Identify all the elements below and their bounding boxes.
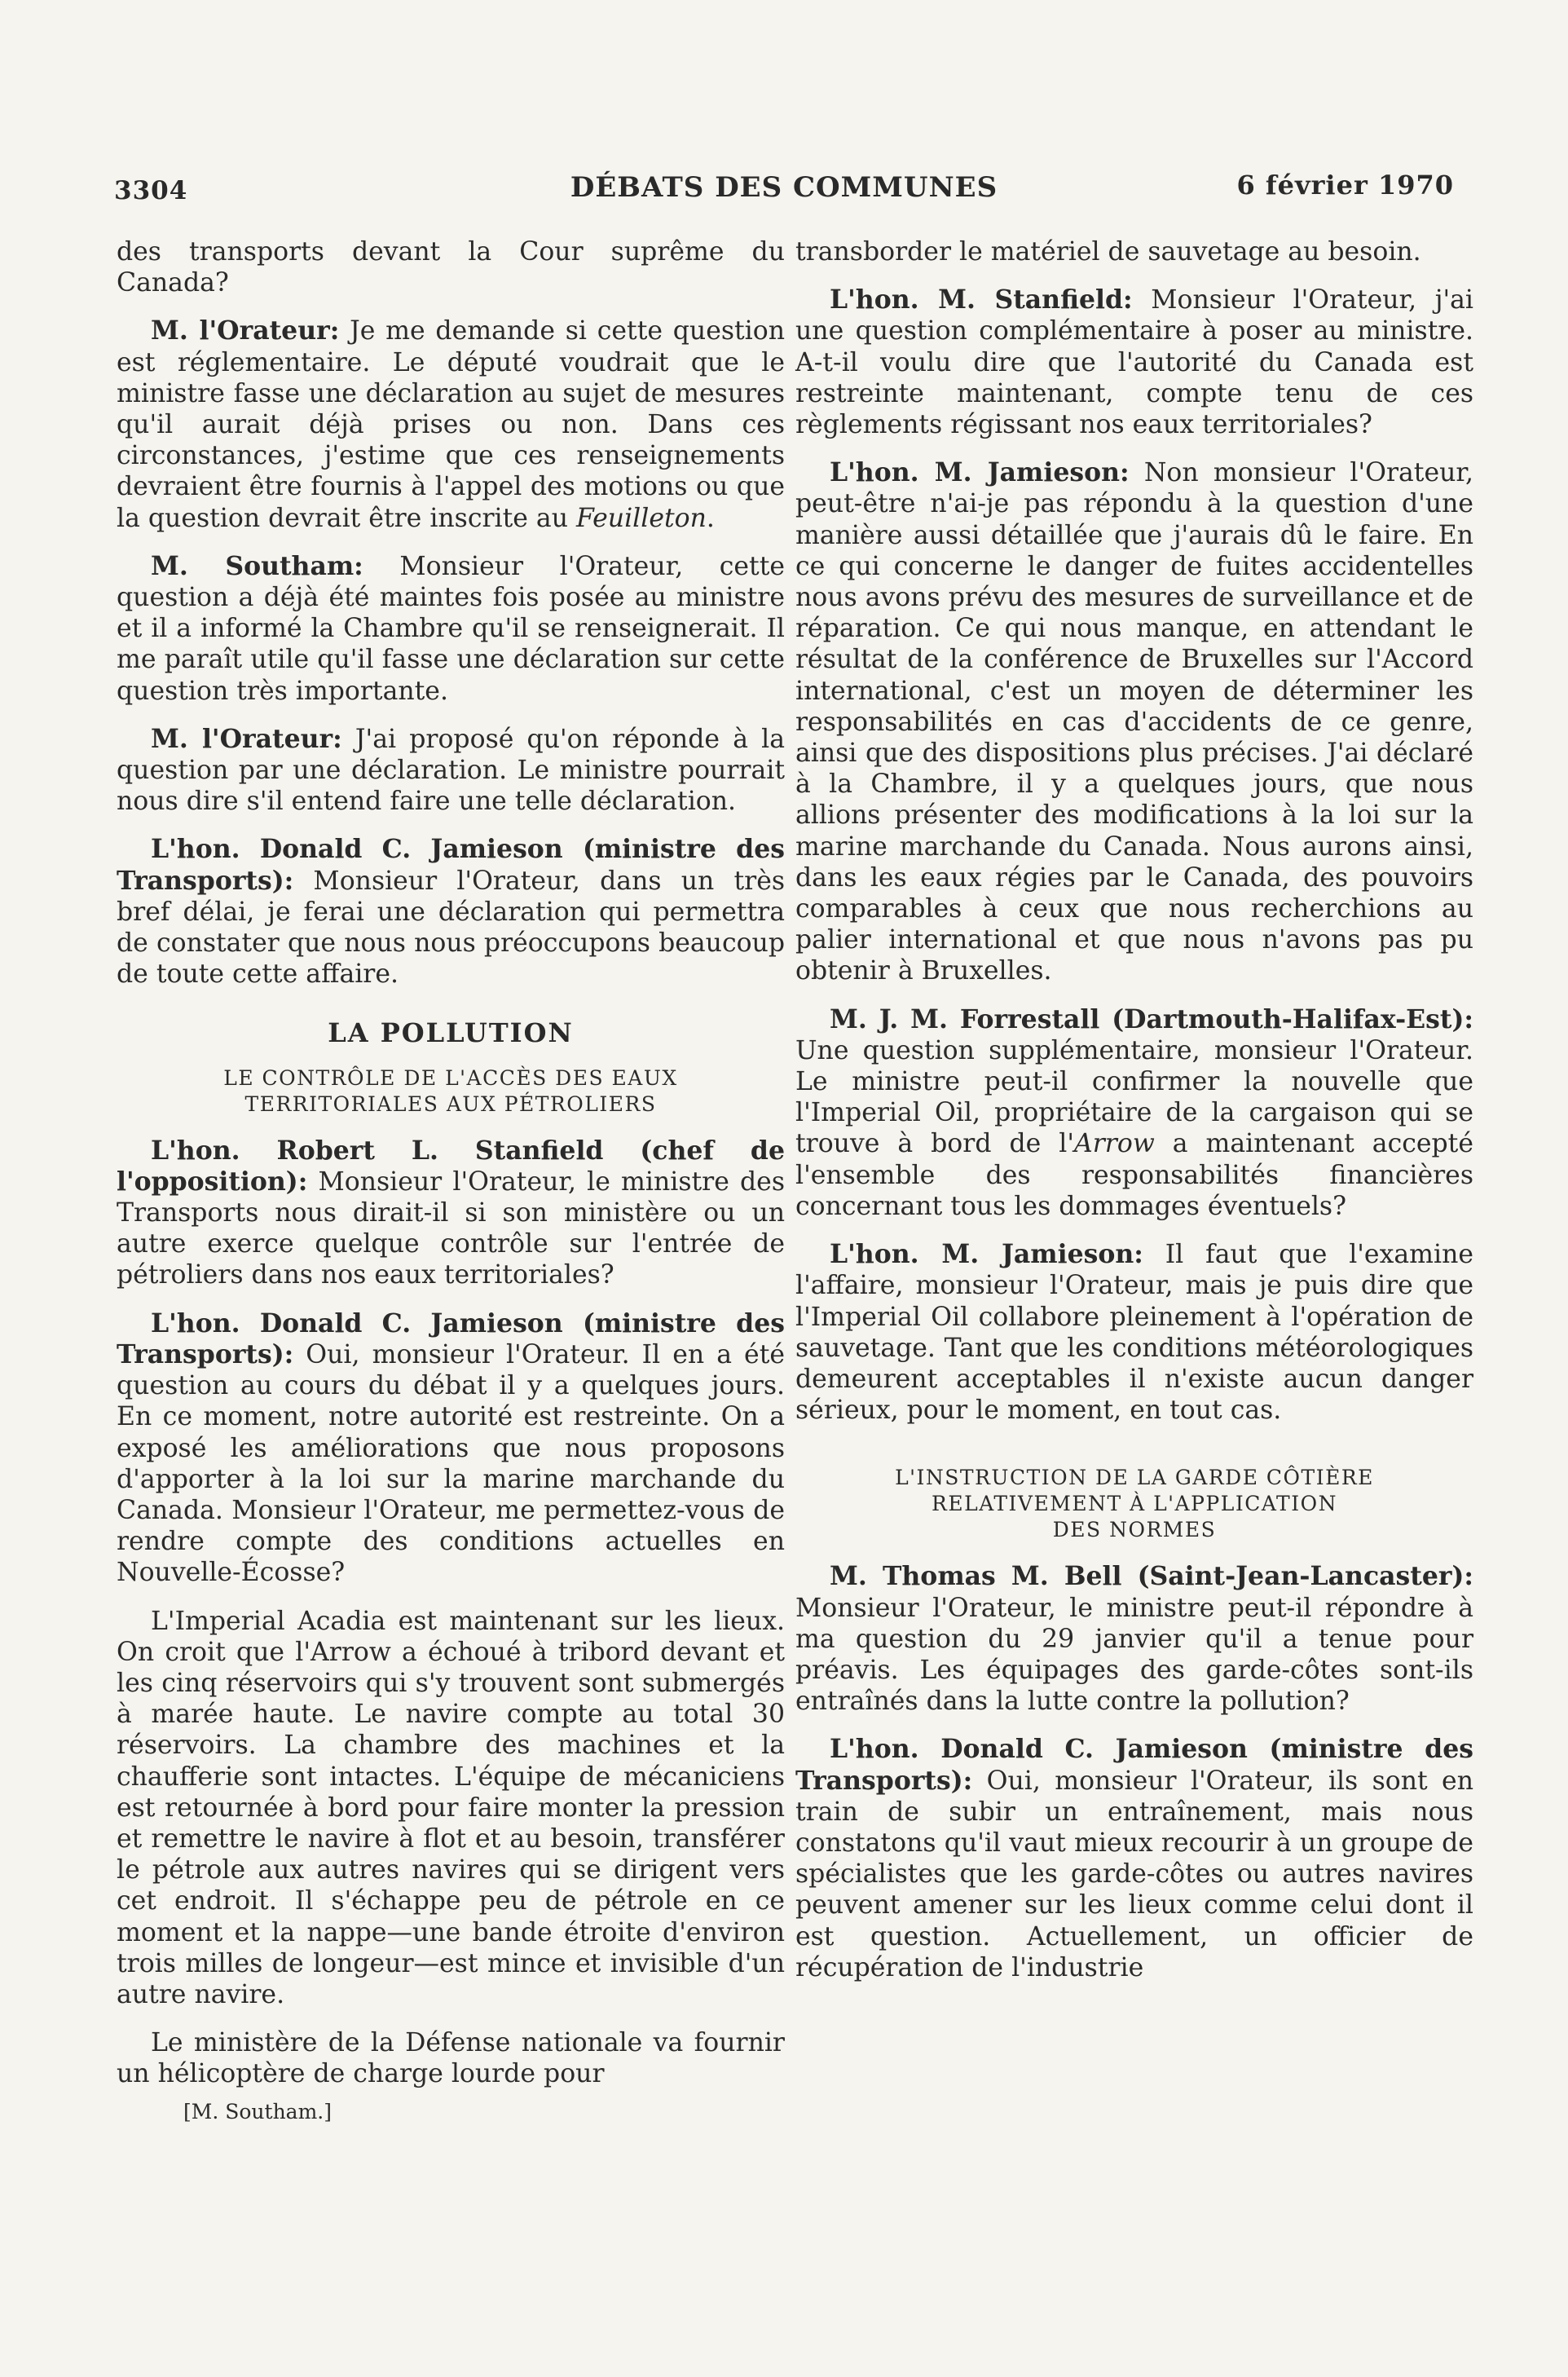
paragraph-text: Monsieur l'Orateur, le ministre des Transports nous dirait-il si son ministère ou un autre exerce quelque contrôle sur l'entrée de pétroliers dans nos eaux territoriales? bbox=[117, 1166, 785, 1290]
subsection-heading-line: TERRITORIALES AUX PÉTROLIERS bbox=[244, 1091, 657, 1116]
paragraph-text: Une question supplémentaire, monsieur l'Orateur. Le ministre peut-il confirmer la nouvelle que l'Imperial Oil, propriétaire de la cargaison qui se trouve à bord de l' bbox=[795, 1035, 1473, 1159]
paragraph bbox=[795, 1239, 1473, 1426]
speaker-name: L'hon. M. Jamieson: bbox=[830, 1239, 1143, 1270]
paragraph bbox=[117, 1136, 785, 1291]
paragraph-text: . bbox=[706, 503, 715, 533]
paragraph-text: transborder le matériel de sauvetage au besoin. bbox=[795, 237, 1421, 267]
speaker-note: [M. Southam.] bbox=[183, 2099, 332, 2123]
paragraph bbox=[795, 457, 1473, 986]
subsection-heading bbox=[795, 1465, 1473, 1543]
paragraph-text: L'Imperial Acadia est maintenant sur les lieux. On croit que l'Arrow a échoué à tribord devant et les cinq réservoirs qui s'y trouvent sont submergés à marée haute. Le navire compte au total 30 réservoirs. La chambre des machines et la chaufferie sont intactes. L'équipe de mécaniciens est retournée à bord pour faire monter la pression et remettre le navire à flot et au besoin, transférer le pétrole aux autres navires qui se dirigent vers cet endroit. Il s'échappe peu de pétrole en ce moment et la nappe—une bande étroite d'environ trois milles de longeur—est mince et invisible d'un autre navire. bbox=[117, 1606, 785, 2009]
italic-text: Feuilleton bbox=[576, 503, 707, 533]
paragraph bbox=[795, 1004, 1473, 1222]
paragraph bbox=[117, 551, 785, 707]
paragraph bbox=[117, 315, 785, 533]
page-title: DÉBATS DES COMMUNES bbox=[570, 171, 998, 204]
paragraph-text: Monsieur l'Orateur, cette question a déjà été maintes fois posée au ministre et il a informé la Chambre qu'il se renseignerait. Il me paraît utile qu'il fasse une déclaration sur cette question très importante. bbox=[117, 551, 785, 706]
speaker-name: L'hon. Donald C. Jamieson (ministre des Transports): bbox=[117, 834, 785, 896]
paragraph-text: Oui, monsieur l'Orateur, ils sont en train de subir un entraînement, mais nous constatons qu'il vaut mieux recourir à un groupe de spécialistes que les garde-côtes ou autres navires peuvent amener sur les lieux comme celui dont il est question. Actuellement, un officier de récupération de l'industrie bbox=[795, 1766, 1473, 1982]
paragraph-text: Oui, monsieur l'Orateur. Il en a été question au cours du débat il y a quelques jours. En ce moment, notre autorité est restreinte. On a exposé les améliorations que nous proposons d'apporter à la loi sur la marine marchande du Canada. Monsieur l'Orateur, me permettez-vous de rendre compte des conditions actuelles en Nouvelle-Écosse? bbox=[117, 1339, 785, 1588]
page-number: 3304 bbox=[114, 176, 188, 205]
subsection-heading-line: RELATIVEMENT À L'APPLICATION bbox=[932, 1492, 1337, 1516]
right-column bbox=[795, 236, 1473, 2000]
paragraph-text: a maintenant accepté l'ensemble des responsabilités financières concernant tous les dommages éventuels? bbox=[795, 1129, 1473, 1221]
speaker-name: M. Thomas M. Bell (Saint-Jean-Lancaster): bbox=[830, 1561, 1473, 1592]
speaker-name: M. l'Orateur: bbox=[151, 723, 342, 754]
paragraph bbox=[795, 1561, 1473, 1717]
paragraph-text: J'ai proposé qu'on réponde à la question par une déclaration. Le ministre pourrait nous dire s'il entend faire une telle déclaration. bbox=[117, 724, 786, 817]
subsection-heading-line: DES NORMES bbox=[1052, 1518, 1217, 1542]
section-heading: LA POLLUTION bbox=[328, 1017, 574, 1049]
paragraph bbox=[117, 834, 785, 990]
paragraph bbox=[117, 1308, 785, 1589]
paragraph bbox=[117, 2027, 785, 2089]
subsection-heading bbox=[117, 1065, 785, 1118]
speaker-name: L'hon. M. Stanfield: bbox=[830, 284, 1133, 315]
paragraph-text: des transports devant la Cour suprême du Canada? bbox=[117, 237, 785, 298]
page-header bbox=[114, 170, 1454, 210]
speaker-name: M. J. M. Forrestall (Dartmouth-Halifax-Est): bbox=[830, 1003, 1473, 1034]
paragraph-text: Je me demande si cette question est réglementaire. Le député voudrait que le ministre fasse une déclaration au sujet de mesures qu'il aurait déjà prises ou non. Dans ces circonstances, j'estime que ces renseignements devraient être fournis à l'appel des motions ou que la question devrait être inscrite au bbox=[117, 316, 786, 533]
page-date: 6 février 1970 bbox=[1236, 170, 1454, 201]
paragraph bbox=[117, 724, 785, 818]
speaker-name: M. l'Orateur: bbox=[151, 315, 340, 346]
subsection-heading-line: LE CONTRÔLE DE L'ACCÈS DES EAUX bbox=[223, 1065, 678, 1090]
subsection-heading-line: L'INSTRUCTION DE LA GARDE CÔTIÈRE bbox=[895, 1466, 1374, 1490]
speaker-name: L'hon. Donald C. Jamieson (ministre des Transports): bbox=[795, 1734, 1473, 1796]
speaker-name: M. Southam: bbox=[151, 550, 363, 581]
paragraph bbox=[117, 236, 785, 298]
paragraph bbox=[117, 1606, 785, 2011]
speaker-name: L'hon. Donald C. Jamieson (ministre des Transports): bbox=[117, 1308, 785, 1369]
paragraph-text: Le ministère de la Défense nationale va fournir un hélicoptère de charge lourde pour bbox=[117, 2028, 785, 2089]
paragraph bbox=[795, 236, 1473, 267]
paragraph-text: Monsieur l'Orateur, j'ai une question complémentaire à poser au ministre. A-t-il voulu dire que l'autorité du Canada est restreinte maintenant, compte tenu de ces règlements régissant nos eaux territoriales? bbox=[795, 285, 1473, 440]
italic-text: Arrow bbox=[1073, 1129, 1155, 1159]
paragraph bbox=[795, 284, 1473, 440]
speaker-name: L'hon. Robert L. Stanfield (chef de l'opposition): bbox=[117, 1135, 785, 1197]
paragraph-text: Il faut que l'examine l'affaire, monsieur l'Orateur, mais je puis dire que l'Imperial Oil collabore pleinement à l'opération de sauvetage. Tant que les conditions météorologiques demeurent acceptables il n'existe aucun danger sérieux, pour le moment, en tout cas. bbox=[795, 1240, 1473, 1426]
paragraph-text: Monsieur l'Orateur, le ministre peut-il répondre à ma question du 29 janvier qu'il a tenue pour préavis. Les équipages des garde-côtes sont-ils entraînés dans la lutte contre la pollution? bbox=[795, 1593, 1473, 1717]
paragraph-text: Non monsieur l'Orateur, peut-être n'ai-je pas répondu à la question d'une manière aussi détaillée que j'aurais dû le faire. En ce qui concerne le danger de fuites accidentelles nous avons prévu des mesures de surveillance et de réparation. Ce qui nous manque, en attendant le résultat de la conférence de Bruxelles sur l'Accord international, c'est un moyen de déterminer les responsabilités en cas d'accidents de ce genre, ainsi que des dispositions plus précises. J'ai déclaré à la Chambre, il y a quelques jours, que nous allions présenter des modifications à la loi sur la marine marchande du Canada. Nous aurons ainsi, dans les eaux régies par le Canada, des pouvoirs comparables à ceux que nous recherchions au palier international et que nous n'avons pas pu obtenir à Bruxelles. bbox=[795, 458, 1473, 986]
paragraph bbox=[795, 1734, 1473, 1983]
speaker-name: L'hon. M. Jamieson: bbox=[830, 457, 1130, 488]
paragraph-text: Monsieur l'Orateur, dans un très bref délai, je ferai une déclaration qui permettra de constater que nous nous préoccupons beaucoup de toute cette affaire. bbox=[117, 866, 785, 990]
left-column bbox=[117, 236, 785, 2128]
